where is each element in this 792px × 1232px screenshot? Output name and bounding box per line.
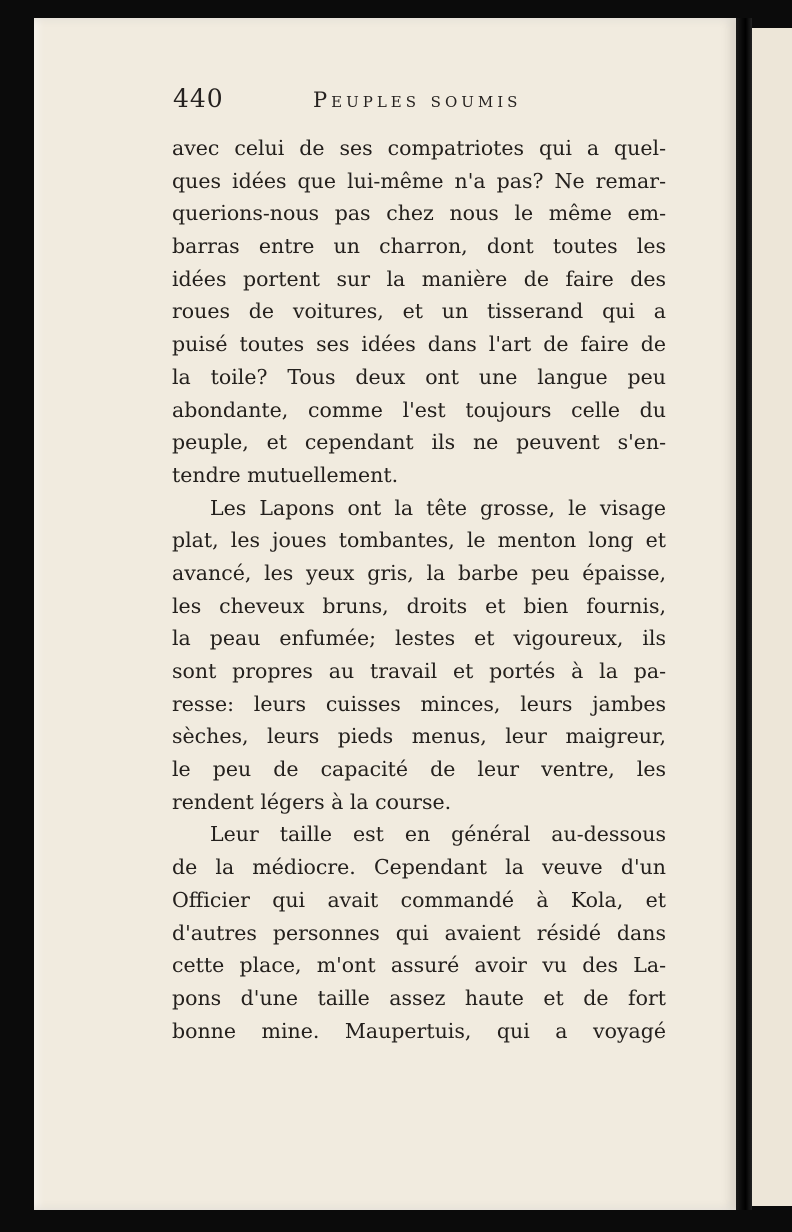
text-line: sont propres au travail et portés à la pa- — [172, 659, 666, 683]
text-line: bonne mine. Maupertuis, qui a voyagé — [172, 1018, 666, 1043]
text-line: de la médiocre. Cependant la veuve d'un — [172, 855, 666, 880]
text-line: abondante, comme l'est toujours celle du — [172, 397, 666, 422]
paragraph-end-line: tendre mutuellement. — [172, 462, 399, 487]
page-header — [173, 84, 593, 120]
text-line: Officier qui avait commandé à Kola, et — [172, 887, 666, 912]
text-line: resse: leurs cuisses minces, leurs jambes — [172, 691, 666, 716]
running-head: Peuples soumis — [313, 88, 522, 112]
facing-page-edge — [752, 28, 792, 1206]
text-line: barras entre un charron, dont toutes les — [172, 234, 666, 259]
text-line: puisé toutes ses idées dans l'art de faire de — [172, 332, 666, 357]
text-line: querions-nous pas chez nous le même em- — [172, 201, 666, 226]
text-line: ques idées que lui-même n'a pas? Ne remar- — [172, 168, 666, 193]
text-line: cette place, m'ont assuré avoir vu des La- — [172, 953, 666, 978]
book-gutter — [736, 18, 752, 1210]
text-line: idées portent sur la manière de faire des — [172, 266, 666, 291]
text-line: la toile? Tous deux ont une langue peu — [172, 364, 666, 389]
paragraph-start-line: Les Lapons ont la tête grosse, le visage — [210, 495, 666, 520]
text-line: les cheveux bruns, droits et bien fournis, — [172, 593, 666, 618]
text-line: peuple, et cependant ils ne peuvent s'en- — [172, 430, 666, 455]
text-line: pons d'une taille assez haute et de fort — [172, 985, 666, 1010]
text-line: avec celui de ses compatriotes qui a quel- — [172, 136, 666, 160]
paragraph-end-line: rendent légers à la course. — [172, 789, 452, 814]
text-line: sèches, leurs pieds menus, leur maigreur, — [172, 724, 666, 749]
text-line: plat, les joues tombantes, le menton long et — [172, 528, 666, 553]
page-number: 440 — [173, 84, 224, 113]
text-line: avancé, les yeux gris, la barbe peu épaisse, — [172, 560, 666, 585]
paragraph-start-line: Leur taille est en général au-dessous — [210, 822, 666, 847]
text-line: d'autres personnes qui avaient résidé dans — [172, 920, 666, 945]
text-line: la peau enfumée; lestes et vigoureux, ils — [172, 626, 666, 651]
text-line: roues de voitures, et un tisserand qui a — [172, 299, 666, 324]
text-line: le peu de capacité de leur ventre, les — [172, 757, 666, 782]
body-text — [172, 132, 666, 1047]
